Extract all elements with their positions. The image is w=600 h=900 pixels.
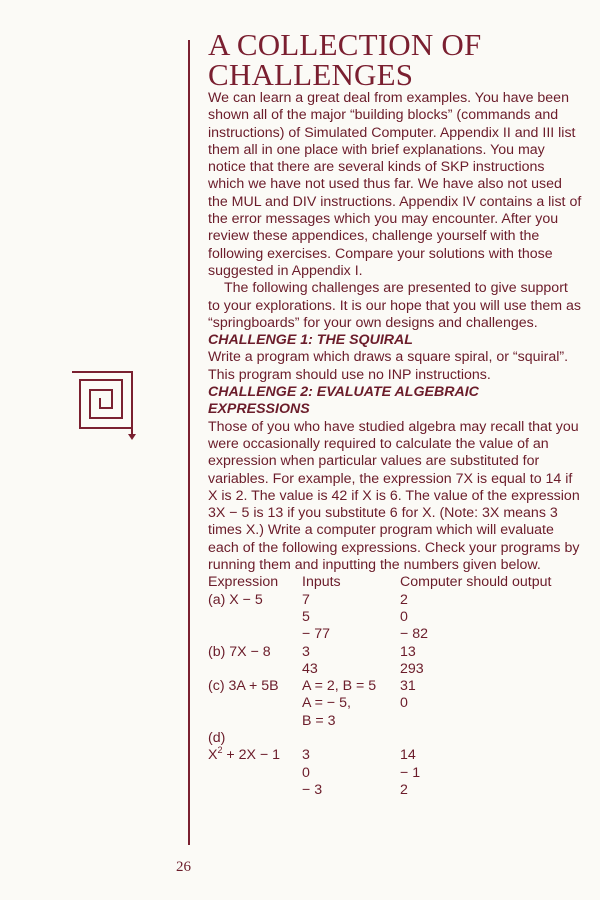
expressions-table <box>208 574 583 799</box>
table-cell: − 77 <box>302 626 331 643</box>
page-number: 26 <box>176 859 191 875</box>
table-row <box>208 592 580 609</box>
table-cell <box>400 730 580 747</box>
table-cell <box>208 609 302 626</box>
expression-d <box>208 747 302 764</box>
table-cell: (b) 7X − 8 <box>208 643 271 660</box>
table-header: Computer should output <box>400 574 552 591</box>
table-cell: 293 <box>400 660 424 677</box>
table-cell <box>208 661 302 678</box>
table-cell: (a) X − 5 <box>208 591 263 608</box>
table-header-row <box>208 574 580 591</box>
table-cell <box>208 713 302 730</box>
table-header: Expression <box>208 574 279 591</box>
intro-paragraph: We can learn a great deal from examples. You have been shown all of the major “building blocks” (commands and instructions) of Simulated Computer. Appendix II and III list them all in one place with brief explanations. You may notice that there are several kinds of SKP instructions which we have not used thus far. We have also not used the MUL and DIV instructions. Appendix IV contains a list of the error messages which you may encounter. After you review these appendices, challenge yourself with the following exercises. Compare your solutions with those suggested in Appendix I. <box>208 90 582 279</box>
table-cell <box>208 626 302 643</box>
table-cell: − 82 <box>400 626 429 643</box>
expression-d-exponent: 2 <box>217 745 223 756</box>
table-cell: A = − 5, <box>302 695 351 712</box>
table-cell <box>302 730 400 747</box>
table-cell: (d) <box>208 729 226 746</box>
table-cell: 5 <box>302 608 310 625</box>
challenge-1-text: Write a program which draws a square spiral, or “squiral”. This program should use no INP instructions. <box>208 349 569 383</box>
springboard-paragraph: The following challenges are presented to give support to your explorations. It is our hope that you will use them as “springboards” for your own designs and challenges. <box>208 280 582 331</box>
body-text <box>208 90 583 799</box>
table-cell: A = 2, B = 5 <box>302 678 377 695</box>
table-row <box>208 747 580 764</box>
table-row <box>208 678 580 695</box>
table-cell: 14 <box>400 747 416 764</box>
challenge-2-heading: CHALLENGE 2: EVALUATE ALGEBRAIC EXPRESSIONS <box>208 384 479 418</box>
table-row <box>208 609 580 626</box>
table-cell: − 1 <box>400 764 421 781</box>
table-cell: B = 3 <box>302 712 336 729</box>
table-cell: 31 <box>400 678 416 695</box>
table-row <box>208 644 580 661</box>
table-cell: 0 <box>400 608 408 625</box>
table-cell: (c) 3A + 5B <box>208 678 279 695</box>
table-row <box>208 661 580 678</box>
table-cell: 0 <box>302 764 310 781</box>
challenge-2-text: Those of you who have studied algebra may recall that you were occasionally required to calculate the value of an expression when particular values are substituted for variables. For example, the expression 7X is equal to 14 if X is 2. The value is 42 if X is 6. The value of the expression 3X − 5 is 13 if you substitute 6 for X. (Note: 3X means 3 times X.) Write a computer program which will evaluate each of the following expressions. Check your programs by running them and inputting the numbers given below. <box>208 418 580 574</box>
page-title: A COLLECTION OF CHALLENGES <box>208 27 482 92</box>
table-cell: 0 <box>400 695 408 712</box>
table-cell: 3 <box>302 643 310 660</box>
table-row <box>208 782 580 799</box>
table-cell: 13 <box>400 643 416 660</box>
table-row <box>208 695 580 712</box>
table-row <box>208 765 580 782</box>
table-header: Inputs <box>302 574 341 591</box>
table-row <box>208 730 580 747</box>
table-cell: 2 <box>400 781 408 798</box>
table-row <box>208 713 580 730</box>
expression-d-base: X <box>208 747 218 764</box>
table-cell: 7 <box>302 591 310 608</box>
table-cell <box>400 713 580 730</box>
expression-d-rest: + 2X − 1 <box>222 747 281 764</box>
table-cell: 2 <box>400 591 408 608</box>
table-row <box>208 626 580 643</box>
margin-rule <box>188 40 190 845</box>
challenge-1-heading: CHALLENGE 1: THE SQUIRAL <box>208 332 413 349</box>
table-cell: 3 <box>302 747 310 764</box>
table-cell <box>208 695 302 712</box>
table-cell: − 3 <box>302 781 323 798</box>
squiral-icon <box>68 368 148 448</box>
table-cell: 43 <box>302 660 318 677</box>
